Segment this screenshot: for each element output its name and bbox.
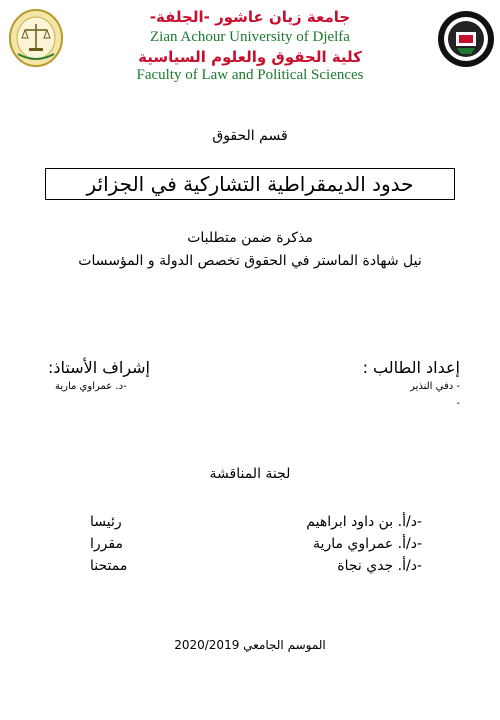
committee-member-role: ممتحنا: [90, 558, 128, 574]
department-name: قسم الحقوق: [212, 128, 288, 144]
memo-line: مذكرة ضمن متطلبات: [187, 230, 313, 246]
university-name-english: Zian Achour University of Djelfa: [150, 29, 350, 45]
committee-member-name: -د/أ. جدي نجاة: [337, 558, 422, 574]
faculty-name-english: Faculty of Law and Political Sciences: [136, 67, 364, 83]
thesis-title: حدود الديمقراطية التشاركية في الجزائر: [86, 172, 414, 196]
committee-title: لجنة المناقشة: [209, 466, 291, 482]
prepared-by-label: إعداد الطالب :: [362, 358, 460, 377]
committee-member-name: -د/أ. بن داود ابراهيم: [306, 514, 422, 530]
committee-member-role: رئيسا: [90, 514, 122, 530]
university-seal-right: [437, 10, 495, 68]
student-name: - دفي النذير: [410, 381, 460, 392]
student-name-empty: -: [456, 398, 460, 409]
academic-year: الموسم الجامعي 2020/2019: [174, 638, 326, 652]
committee-member-name: -د/أ. عمراوي مارية: [313, 536, 422, 552]
degree-line: نيل شهادة الماستر في الحقوق تخصص الدولة و المؤسسات: [78, 253, 422, 269]
supervisor-label: إشراف الأستاذ:: [48, 358, 150, 377]
faculty-name-arabic: كلية الحقوق والعلوم السياسية: [138, 48, 362, 66]
university-logo-left: [8, 8, 64, 68]
university-name-arabic: جامعة زيان عاشور -الجلفة-: [149, 8, 351, 26]
supervisor-name: -د. عمراوي مارية: [55, 381, 127, 392]
committee-member-role: مقررا: [90, 536, 123, 552]
thesis-title-box: [45, 168, 455, 200]
